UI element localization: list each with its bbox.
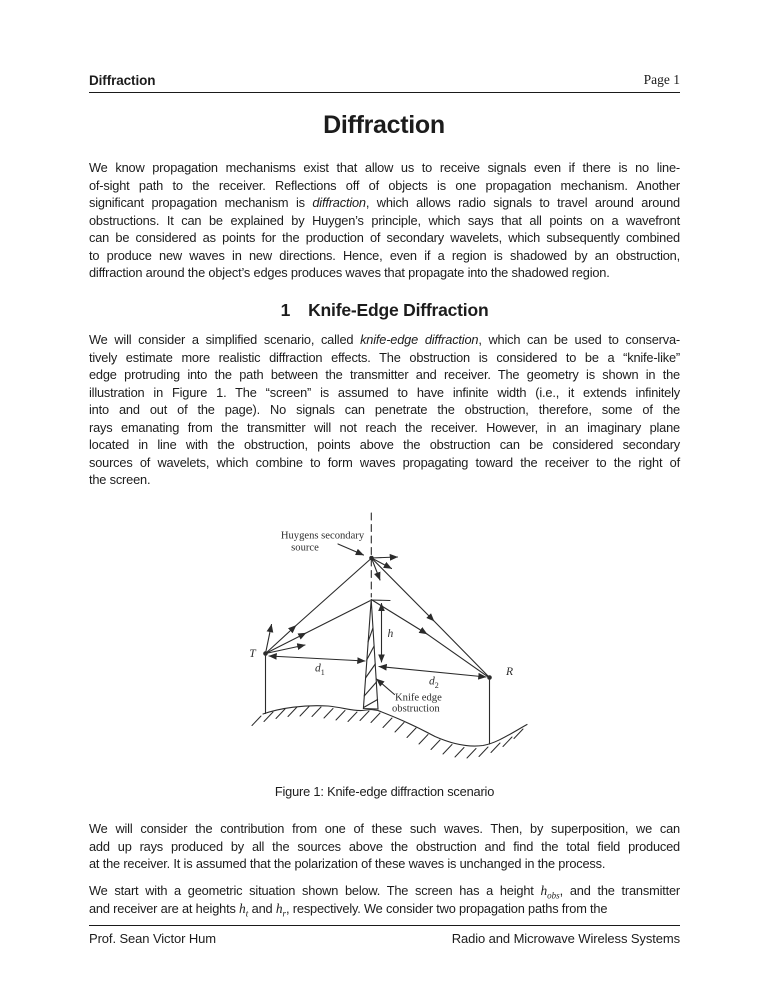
huygens-label-arrow: [338, 544, 364, 555]
text-line: can be considered as points for the production of secondary wavelets, which subsequently combined: [89, 230, 680, 245]
section-heading: [89, 300, 680, 321]
text-line: of-sight path to the receiver. Reflections off of objects is one propagation mechanism. Another: [89, 177, 680, 193]
knife-label-pointer: [377, 679, 395, 695]
secondary-source-dot: [369, 556, 374, 561]
text-line: diffraction around the object’s edges produces waves that propagate into the shadowed region.: [89, 265, 610, 280]
footer-course: Radio and Microwave Wireless Systems: [451, 931, 680, 946]
text-line: obstructions. It can be explained by Huygen’s principle, which says that all points on a wavefront: [89, 212, 680, 228]
section-number: 1: [280, 300, 291, 320]
text-line: We will consider the contribution from one of these such waves. Then, by superposition, we can: [89, 821, 680, 836]
text-line: sources of wavelets, which combine to form waves propagating toward the receiver to the right of: [89, 454, 680, 470]
text-line: We will consider a simplified scenario, called knife-edge diffraction, which can be used to conserva-: [89, 332, 680, 347]
text-line: illustration in Figure 1. The “screen” is assumed to have infinite width (i.e., it extends infinitely: [89, 384, 680, 400]
knife-label-line1: Knife edge: [395, 692, 442, 704]
huygens-label-line2: source: [291, 542, 319, 554]
text-line: add up rays produced by all the sources above the obstruction and find the total field produced: [89, 838, 680, 854]
text-line: to produce new waves in new directions. Hence, even if a region is shadowed by an obstruction,: [89, 247, 680, 263]
receiver-dot: [487, 675, 492, 680]
text-line: rays emanating from the transmitter will not reach the receiver. However, in an imaginary plane: [89, 419, 680, 435]
paragraph-superposition: [89, 820, 680, 873]
paragraph-scenario: [89, 331, 680, 489]
knife-label-line2: obstruction: [392, 703, 440, 715]
receiver-label: R: [505, 665, 514, 678]
figure-caption: Figure 1: Knife-edge diffraction scenario: [274, 784, 495, 799]
text-line: We know propagation mechanisms exist that allow us to receive signals even if there is no line-: [89, 160, 680, 175]
section-title: Knife-Edge Diffraction: [308, 300, 489, 320]
text-line: edge protruding into the path between the transmitter and receiver. The geometry is shown in the: [89, 367, 680, 382]
header-page-number: Page 1: [643, 72, 680, 87]
paragraph-intro: [89, 159, 680, 282]
transmitter-label: T: [249, 647, 256, 660]
document-title: Diffraction: [323, 111, 445, 139]
apex-tick: [371, 600, 390, 601]
text-line: significant propagation mechanism is diffraction, which allows radio signals to travel around around: [89, 195, 680, 210]
text-line: and receiver are at heights $h_t$ and $h_r$, respectively. We consider two propagation paths from the: [89, 900, 608, 919]
running-header: [89, 67, 680, 93]
d1-label: $d_1$: [315, 661, 325, 677]
text-line: We start with a geometric situation shown below. The screen has a height $h_{obs}$, and the transmitter: [89, 883, 681, 901]
secondary-source-rays: [372, 557, 489, 677]
header-chapter-label: Diffraction: [89, 73, 156, 88]
transmitter-dot: [263, 651, 268, 656]
knife-edge-screen: [363, 600, 378, 710]
text-line: tively estimate more realistic diffraction effects. The obstruction is considered to be a “knife-like”: [89, 349, 680, 365]
d1-measure-arrow: [269, 656, 365, 661]
paragraph-geometry: [89, 882, 680, 917]
text-line: located in line with the obstruction, points above the obstruction can be considered secondary: [89, 437, 680, 452]
text-line: at the receiver. It is assumed that the polarization of these waves is unchanged in the process.: [89, 856, 606, 871]
footer-author: Prof. Sean Victor Hum: [89, 931, 216, 946]
running-footer: [89, 925, 680, 946]
h-label: h: [387, 627, 394, 640]
figure-knife-edge-diagram: [243, 504, 532, 782]
d2-label: $d_2$: [429, 674, 439, 690]
huygens-label-line1: Huygens secondary: [280, 530, 365, 542]
text-line: into and out of the page). No signals can penetrate the obstruction, therefore, some of the: [89, 402, 680, 417]
transmitter-rays: [266, 560, 371, 654]
text-line: the screen.: [89, 472, 151, 487]
